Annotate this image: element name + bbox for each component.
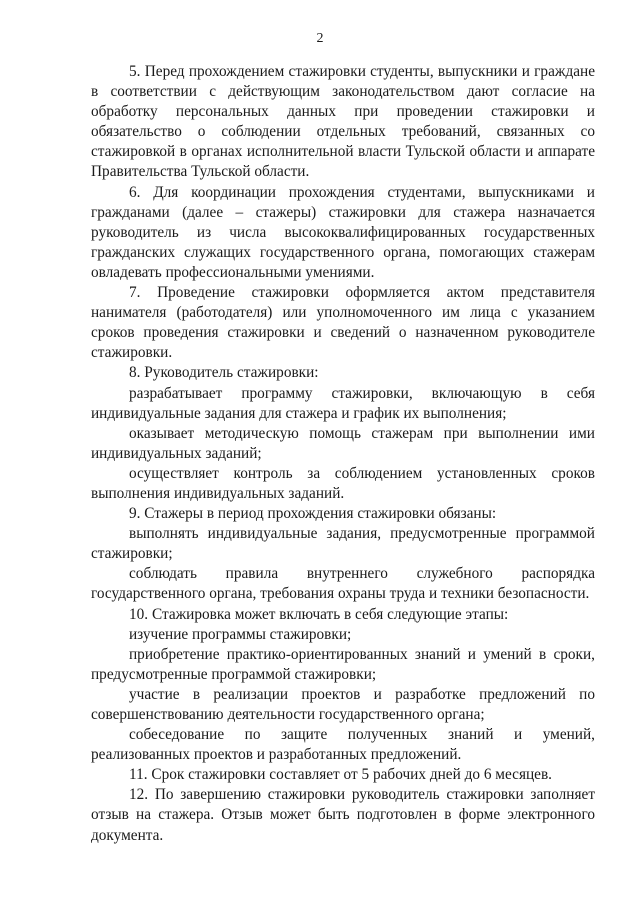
paragraph-5: 5. Перед прохождением стажировки студенты, выпускники и граждане в соответствии с действующим законодательством дают согласие на обработку персональных данных при проведении стажировки и обязательство о соблюдении отдельных требований, связанных со стажировкой в органах исполнительной власти Тульской области и аппарате Правительства Тульской области. xyxy=(91,63,595,181)
paragraph-8-heading: 8. Руководитель стажировки: xyxy=(129,364,319,382)
list-item-methodical-help: оказывает методическую помощь стажерам при выполнении ими индивидуальных заданий; xyxy=(91,424,595,462)
list-item-follow-rules: соблюдать правила внутреннего служебного распорядка государственного органа, требования охраны труда и техники безопасности. xyxy=(91,565,595,603)
list-item-projects: участие в реализации проектов и разработке предложений по совершенствованию деятельности государственного органа; xyxy=(91,685,595,723)
list-item-perform-tasks: выполнять индивидуальные задания, предусмотренные программой стажировки; xyxy=(91,525,595,563)
list-item-develops-program: разрабатывает программу стажировки, включающую в себя индивидуальные задания для стажера и график их выполнения; xyxy=(91,384,595,422)
list-item-control: осуществляет контроль за соблюдением установленных сроков выполнения индивидуальных заданий. xyxy=(91,464,595,502)
document-body xyxy=(91,62,595,846)
paragraph-6: 6. Для координации прохождения студентами, выпускниками и гражданами (далее – стажеры) стажировки для стажера назначается руководитель из числа высококвалифицированных государственных гражданских служащих государственного органа, помогающих стажерам овладевать профессиональными умениями. xyxy=(91,183,595,281)
paragraph-9-heading: 9. Стажеры в период прохождения стажировки обязаны: xyxy=(129,505,497,523)
paragraph-11: 11. Срок стажировки составляет от 5 рабочих дней до 6 месяцев. xyxy=(129,766,553,784)
list-item-study-program: изучение программы стажировки; xyxy=(129,625,352,643)
page-number: 2 xyxy=(316,31,324,46)
list-item-acquire-knowledge: приобретение практико-ориентированных знаний и умений в сроки, предусмотренные программой стажировки; xyxy=(91,645,595,683)
paragraph-12: 12. По завершению стажировки руководитель стажировки заполняет отзыв на стажера. Отзыв может быть подготовлен в форме электронного документа. xyxy=(91,786,595,844)
paragraph-10-heading: 10. Стажировка может включать в себя следующие этапы: xyxy=(129,605,509,623)
list-item-interview: собеседование по защите полученных знаний и умений, реализованных проектов и разработанных предложений. xyxy=(91,726,595,764)
paragraph-7: 7. Проведение стажировки оформляется актом представителя нанимателя (работодателя) или уполномоченного им лица с указанием сроков проведения стажировки и сведений о назначенном руководителе стажировки. xyxy=(91,284,595,362)
